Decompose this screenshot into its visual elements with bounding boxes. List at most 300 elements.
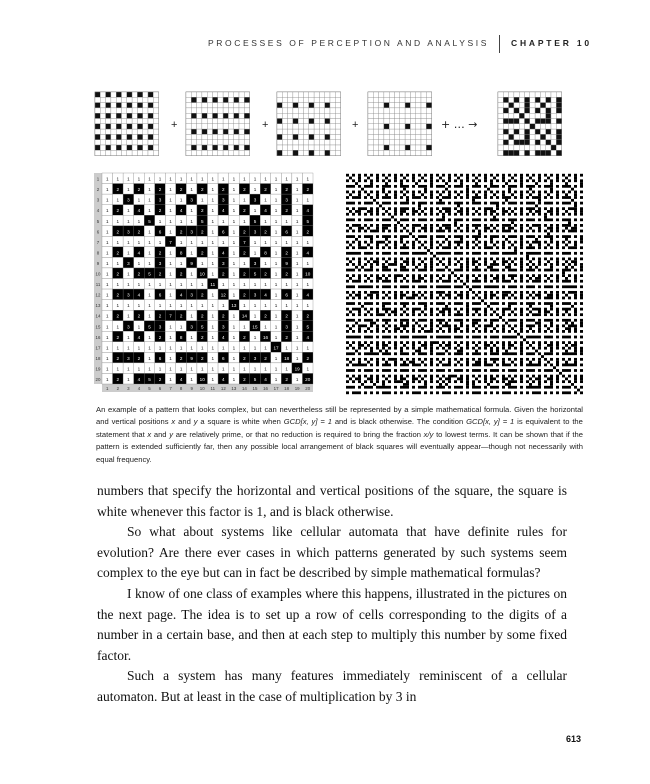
gcd-cell-value: 3 bbox=[158, 324, 162, 330]
gcd-cell-value: 4 bbox=[179, 208, 183, 214]
gcd-cell-value: 1 bbox=[243, 303, 246, 309]
gcd-cell-value: 4 bbox=[137, 250, 141, 256]
gcd-cell-value: 1 bbox=[190, 313, 193, 319]
gcd-cell-value: 4 bbox=[137, 377, 141, 383]
gcd-cell-value: 1 bbox=[158, 366, 162, 372]
gcd-cell-value: 1 bbox=[169, 292, 172, 298]
gcd-cell-value: 1 bbox=[232, 366, 236, 372]
gcd-cell-value: 4 bbox=[306, 250, 310, 256]
gcd-cell-value: 1 bbox=[243, 324, 246, 330]
gcd-cell-value: 1 bbox=[232, 229, 236, 235]
gcd-cell-value: 3 bbox=[158, 260, 162, 266]
gcd-cell-value: 1 bbox=[295, 187, 299, 193]
gcd-cell-value: 2 bbox=[158, 208, 162, 214]
gcd-cell-value: 1 bbox=[179, 282, 183, 288]
gcd-cell-value: 1 bbox=[127, 282, 130, 288]
gcd-cell-value: 1 bbox=[285, 345, 288, 351]
gcd-cell-value: 1 bbox=[274, 218, 278, 224]
gcd-cell-value: 4 bbox=[179, 292, 183, 298]
gcd-cell-value: 8 bbox=[179, 334, 183, 340]
gcd-cell-value: 4 bbox=[222, 250, 225, 256]
gcd-cell-value: 1 bbox=[274, 229, 278, 235]
gcd-cell-value: 1 bbox=[295, 271, 299, 277]
gcd-cell-value: 2 bbox=[243, 271, 246, 277]
gcd-cell-value: 1 bbox=[127, 176, 130, 182]
gcd-cell-value: 1 bbox=[232, 313, 236, 319]
gcd-cell-value: 1 bbox=[274, 239, 278, 245]
gcd-cell-value: 2 bbox=[264, 187, 267, 193]
figure-caption bbox=[96, 404, 583, 466]
gcd-cell-value: 1 bbox=[211, 260, 215, 266]
gcd-cell-value: 1 bbox=[127, 345, 130, 351]
gcd-cell-value: 3 bbox=[222, 260, 225, 266]
gcd-cell-value: 1 bbox=[127, 366, 130, 372]
gcd-cell-value: 1 bbox=[232, 187, 236, 193]
gcd-cell-value: 1 bbox=[211, 303, 215, 309]
gcd-cell-value: 3 bbox=[285, 197, 288, 203]
gcd-cell-value: 17 bbox=[273, 345, 279, 351]
gcd-cell-value: 1 bbox=[137, 324, 141, 330]
gcd-cell-value: 1 bbox=[222, 176, 225, 182]
gcd-cell-value: 1 bbox=[232, 218, 236, 224]
row-label: 1 bbox=[96, 176, 100, 182]
gcd-cell-value: 1 bbox=[264, 282, 267, 288]
gcd-cell-value: 1 bbox=[127, 187, 130, 193]
gcd-cell-value: 1 bbox=[295, 334, 299, 340]
caption-text: to lowest terms. It can be shown that if the pattern is extended sufficiently far, then any possible local arrangement of black squares will eventually appear—though not necessarily with equal frequency. bbox=[96, 429, 583, 464]
gcd-cell-value: 1 bbox=[211, 187, 215, 193]
gcd-cell-value: 1 bbox=[179, 366, 183, 372]
gcd-cell-value: 1 bbox=[105, 313, 109, 319]
gcd-cell-value: 2 bbox=[179, 313, 183, 319]
caption-var-x: x bbox=[171, 417, 176, 427]
gcd-cell-value: 2 bbox=[200, 229, 204, 235]
gcd-cell-value: 7 bbox=[169, 313, 172, 319]
row-label: 16 bbox=[95, 334, 101, 340]
gcd-cell-value: 1 bbox=[253, 345, 257, 351]
gcd-cell-value: 1 bbox=[190, 187, 193, 193]
gcd-cell-value: 1 bbox=[264, 324, 267, 330]
gcd-cell-value: 4 bbox=[222, 377, 225, 383]
body-text bbox=[97, 481, 567, 708]
gcd-cell-value: 1 bbox=[190, 250, 193, 256]
gcd-cell-value: 2 bbox=[264, 229, 267, 235]
gcd-cell-value: 1 bbox=[148, 366, 151, 372]
gcd-cell-value: 1 bbox=[211, 345, 215, 351]
gcd-cell-value: 2 bbox=[179, 271, 183, 277]
col-label: 16 bbox=[263, 386, 268, 391]
col-label: 5 bbox=[148, 386, 151, 391]
gcd-cell-value: 5 bbox=[253, 271, 257, 277]
gcd-cell-value: 2 bbox=[200, 250, 204, 256]
pattern-grid bbox=[186, 92, 250, 156]
gcd-cell-value: 2 bbox=[285, 313, 288, 319]
gcd-cell-value: 1 bbox=[169, 187, 172, 193]
gcd-cell-value: 1 bbox=[253, 282, 257, 288]
gcd-cell-value: 3 bbox=[190, 229, 193, 235]
gcd-cell-value: 3 bbox=[253, 229, 257, 235]
gcd-cell-value: 1 bbox=[158, 345, 162, 351]
caption-text: and bbox=[153, 429, 167, 439]
gcd-cell-value: 1 bbox=[190, 239, 193, 245]
col-label: 18 bbox=[284, 386, 290, 391]
gcd-cell-value: 1 bbox=[127, 239, 130, 245]
gcd-cell-value: 1 bbox=[190, 271, 193, 277]
gcd-cell-value: 4 bbox=[306, 334, 310, 340]
top-pattern-sequence bbox=[95, 92, 562, 156]
gcd-cell-value: 1 bbox=[127, 250, 130, 256]
gcd-cell-value: 1 bbox=[274, 197, 278, 203]
gcd-cell-value: 1 bbox=[211, 218, 215, 224]
gcd-cell-value: 1 bbox=[116, 324, 120, 330]
gcd-cell-value: 1 bbox=[137, 345, 141, 351]
gcd-cell-value: 1 bbox=[232, 260, 236, 266]
gcd-cell-value: 1 bbox=[158, 303, 162, 309]
gcd-cell-value: 2 bbox=[200, 355, 204, 361]
gcd-cell-value: 1 bbox=[137, 366, 141, 372]
row-label: 11 bbox=[95, 282, 101, 288]
plus-sign: + bbox=[352, 119, 359, 131]
gcd-cell-value: 2 bbox=[264, 355, 267, 361]
gcd-cell-value: 1 bbox=[105, 271, 109, 277]
gcd-cell-value: 1 bbox=[127, 377, 130, 383]
gcd-cell-value: 2 bbox=[285, 208, 288, 214]
gcd-cell-value: 1 bbox=[127, 271, 130, 277]
gcd-cell-value: 1 bbox=[105, 208, 109, 214]
gcd-cell-value: 1 bbox=[148, 282, 151, 288]
gcd-cell-value: 1 bbox=[158, 239, 162, 245]
gcd-cell-value: 1 bbox=[264, 303, 267, 309]
gcd-cell-value: 1 bbox=[243, 345, 246, 351]
col-label: 12 bbox=[220, 386, 226, 391]
gcd-cell-value: 1 bbox=[116, 366, 120, 372]
gcd-cell-value: 1 bbox=[295, 324, 299, 330]
gcd-cell-value: 1 bbox=[274, 250, 278, 256]
gcd-cell-value: 5 bbox=[148, 377, 151, 383]
gcd-cell-value: 2 bbox=[222, 187, 225, 193]
gcd-cell-value: 1 bbox=[127, 303, 130, 309]
gcd-cell-value: 1 bbox=[211, 250, 215, 256]
gcd-cell-value: 1 bbox=[232, 208, 236, 214]
gcd-cell-value: 1 bbox=[264, 176, 267, 182]
gcd-cell-value: 1 bbox=[148, 303, 151, 309]
gcd-cell-value: 1 bbox=[148, 208, 151, 214]
pattern-grid bbox=[95, 92, 159, 156]
gcd-cell-value: 2 bbox=[158, 313, 162, 319]
gcd-cell-value: 2 bbox=[116, 187, 120, 193]
gcd-cell-value: 1 bbox=[190, 377, 193, 383]
gcd-cell-value: 2 bbox=[306, 229, 310, 235]
paragraph: I know of one class of examples where this happens, illustrated in the pictures on the next page. The idea is to set up a row of cells corresponding to the digits of a number in a certain base, and then at each step to multiply this number by some fixed factor. bbox=[97, 585, 567, 663]
row-label: 2 bbox=[96, 187, 100, 193]
gcd-cell-value: 1 bbox=[148, 345, 151, 351]
gcd-cell-value: 2 bbox=[137, 271, 141, 277]
gcd-cell-value: 1 bbox=[200, 197, 204, 203]
gcd-cell-value: 1 bbox=[306, 176, 310, 182]
gcd-cell-value: 1 bbox=[105, 355, 109, 361]
gcd-cell-value: 1 bbox=[253, 187, 257, 193]
gcd-cell-value: 1 bbox=[127, 218, 130, 224]
gcd-cell-value: 1 bbox=[232, 271, 236, 277]
gcd-cell-value: 3 bbox=[253, 260, 257, 266]
col-label: 11 bbox=[210, 386, 216, 391]
gcd-cell-value: 2 bbox=[306, 313, 310, 319]
gcd-cell-value: 1 bbox=[274, 334, 278, 340]
gcd-cell-value: 5 bbox=[148, 324, 151, 330]
gcd-cell-value: 1 bbox=[200, 239, 204, 245]
gcd-cell-value: 3 bbox=[127, 324, 130, 330]
gcd-cell-value: 1 bbox=[253, 239, 257, 245]
gcd-cell-value: 1 bbox=[169, 355, 172, 361]
gcd-cell-value: 1 bbox=[232, 355, 236, 361]
gcd-cell-value: 1 bbox=[285, 303, 288, 309]
gcd-cell-value: 3 bbox=[127, 355, 130, 361]
gcd-cell-value: 2 bbox=[116, 355, 120, 361]
gcd-cell-value: 1 bbox=[232, 345, 236, 351]
gcd-cell-value: 2 bbox=[222, 271, 225, 277]
gcd-cell-value: 1 bbox=[306, 260, 310, 266]
gcd-cell-value: 2 bbox=[200, 313, 204, 319]
gcd-cell-value: 1 bbox=[105, 176, 109, 182]
gcd-cell-value: 1 bbox=[295, 345, 299, 351]
col-label: 19 bbox=[294, 386, 300, 391]
gcd-cell-value: 1 bbox=[169, 334, 172, 340]
pattern-grid bbox=[498, 92, 562, 156]
col-label: 3 bbox=[127, 386, 130, 391]
gcd-cell-value: 1 bbox=[285, 176, 288, 182]
row-label: 3 bbox=[96, 197, 100, 203]
gcd-cell-value: 1 bbox=[158, 176, 162, 182]
plus-sign: + bbox=[171, 119, 178, 131]
gcd-cell-value: 2 bbox=[243, 292, 246, 298]
gcd-cell-value: 1 bbox=[169, 176, 172, 182]
gcd-cell-value: 1 bbox=[137, 282, 141, 288]
caption-fraction: x/y bbox=[423, 429, 434, 439]
gcd-cell-value: 2 bbox=[306, 355, 310, 361]
gcd-cell-value: 1 bbox=[222, 239, 225, 245]
gcd-cell-value: 7 bbox=[169, 239, 172, 245]
gcd-cell-value: 15 bbox=[252, 324, 258, 330]
caption-text: An example of a pattern that looks complex, but can nevertheless still be represented by a simple mathematical formula. Given the horizontal and vertical positions bbox=[96, 405, 583, 427]
gcd-cell-value: 12 bbox=[220, 292, 226, 298]
gcd-cell-value: 1 bbox=[222, 303, 225, 309]
row-label: 9 bbox=[96, 260, 100, 266]
row-label: 15 bbox=[95, 324, 101, 330]
gcd-cell-value: 1 bbox=[105, 282, 109, 288]
gcd-cell-value: 3 bbox=[285, 324, 288, 330]
col-label: 8 bbox=[179, 386, 183, 391]
gcd-cell-value: 1 bbox=[179, 176, 183, 182]
gcd-cell-value: 1 bbox=[243, 282, 246, 288]
gcd-cell-value: 2 bbox=[243, 187, 246, 193]
gcd-cell-value: 1 bbox=[211, 334, 215, 340]
gcd-cell-value: 13 bbox=[231, 303, 237, 309]
gcd-cell-value: 1 bbox=[295, 377, 299, 383]
gcd-cell-value: 1 bbox=[105, 260, 109, 266]
gcd-cell-value: 1 bbox=[232, 197, 236, 203]
col-label: 15 bbox=[252, 386, 258, 391]
col-label: 17 bbox=[273, 386, 279, 391]
gcd-cell-value: 1 bbox=[169, 197, 172, 203]
gcd-cell-value: 5 bbox=[200, 218, 204, 224]
gcd-cell-value: 2 bbox=[116, 377, 120, 383]
gcd-cell-value: 1 bbox=[211, 197, 215, 203]
gcd-cell-value: 1 bbox=[148, 187, 151, 193]
gcd-cell-value: 1 bbox=[274, 282, 278, 288]
gcd-cell-value: 2 bbox=[200, 292, 204, 298]
running-title: PROCESSES OF PERCEPTION AND ANALYSIS bbox=[208, 38, 489, 48]
gcd-cell-value: 1 bbox=[243, 197, 246, 203]
gcd-cell-value: 2 bbox=[222, 313, 225, 319]
gcd-cell-value: 1 bbox=[295, 218, 299, 224]
gcd-cell-value: 1 bbox=[211, 239, 215, 245]
paragraph: So what about systems like cellular automata that have definite rules for evolution? Are there ever cases in which patterns generated by such systems seem complex to the eye but can in fact be described by simple mathematical formulas? bbox=[97, 524, 567, 581]
caption-var-y: y bbox=[193, 417, 198, 427]
gcd-cell-value: 6 bbox=[285, 229, 288, 235]
gcd-cell-value: 2 bbox=[158, 334, 162, 340]
col-label: 13 bbox=[231, 386, 237, 391]
gcd-cell-value: 1 bbox=[211, 366, 215, 372]
gcd-cell-value: 1 bbox=[243, 176, 246, 182]
gcd-cell-value: 1 bbox=[190, 334, 193, 340]
gcd-cell-value: 1 bbox=[253, 313, 257, 319]
gcd-cell-value: 1 bbox=[169, 303, 172, 309]
gcd-cell-value: 1 bbox=[105, 303, 109, 309]
gcd-cell-value: 4 bbox=[264, 292, 267, 298]
gcd-cell-value: 1 bbox=[148, 313, 151, 319]
gcd-cell-value: 1 bbox=[285, 218, 288, 224]
gcd-cell-value: 1 bbox=[243, 260, 246, 266]
gcd-cell-value: 8 bbox=[264, 250, 267, 256]
col-label: 4 bbox=[137, 386, 141, 391]
row-label: 10 bbox=[95, 271, 101, 277]
gcd-cell-value: 1 bbox=[179, 218, 183, 224]
gcd-cell-value: 1 bbox=[253, 208, 257, 214]
gcd-cell-value: 1 bbox=[179, 260, 183, 266]
gcd-cell-value: 1 bbox=[179, 197, 183, 203]
gcd-cell-value: 1 bbox=[274, 292, 278, 298]
gcd-cell-value: 9 bbox=[285, 260, 288, 266]
row-label: 19 bbox=[95, 366, 101, 372]
gcd-cell-value: 2 bbox=[116, 292, 120, 298]
row-label: 20 bbox=[95, 377, 101, 383]
gcd-cell-value: 3 bbox=[190, 197, 193, 203]
gcd-cell-value: 3 bbox=[127, 292, 130, 298]
gcd-cell-value: 1 bbox=[179, 239, 183, 245]
gcd-cell-value: 1 bbox=[200, 282, 204, 288]
gcd-cell-value: 1 bbox=[169, 271, 172, 277]
gcd-cell-value: 1 bbox=[295, 176, 299, 182]
col-label: 2 bbox=[116, 386, 120, 391]
gcd-cell-value: 18 bbox=[284, 355, 290, 361]
gcd-cell-value: 1 bbox=[105, 239, 109, 245]
gcd-cell-value: 1 bbox=[253, 303, 257, 309]
page-number: 613 bbox=[566, 734, 582, 744]
gcd-cell-value: 1 bbox=[200, 303, 204, 309]
gcd-cell-value: 3 bbox=[222, 324, 225, 330]
gcd-cell-value: 1 bbox=[179, 345, 183, 351]
gcd-cell-value: 2 bbox=[285, 334, 288, 340]
gcd-cell-value: 1 bbox=[105, 197, 109, 203]
gcd-cell-value: 1 bbox=[148, 334, 151, 340]
col-label: 10 bbox=[199, 386, 205, 391]
gcd-cell-value: 2 bbox=[116, 229, 120, 235]
gcd-cell-value: 10 bbox=[305, 271, 311, 277]
gcd-cell-value: 1 bbox=[169, 366, 172, 372]
gcd-cell-value: 1 bbox=[116, 239, 120, 245]
gcd-cell-value: 1 bbox=[274, 366, 278, 372]
gcd-cell-value: 1 bbox=[264, 366, 267, 372]
gcd-cell-value: 1 bbox=[306, 282, 310, 288]
row-label: 13 bbox=[95, 303, 101, 309]
gcd-cell-value: 10 bbox=[199, 271, 205, 277]
gcd-cell-value: 1 bbox=[211, 229, 215, 235]
gcd-cell-value: 9 bbox=[190, 355, 193, 361]
gcd-cell-value: 1 bbox=[295, 292, 299, 298]
gcd-cell-value: 1 bbox=[232, 250, 236, 256]
gcd-cell-value: 5 bbox=[200, 324, 204, 330]
gcd-cell-value: 2 bbox=[179, 187, 183, 193]
gcd-cell-value: 1 bbox=[127, 208, 130, 214]
gcd-cell-value: 1 bbox=[190, 176, 193, 182]
gcd-cell-value: 1 bbox=[148, 176, 151, 182]
gcd-cell-value: 4 bbox=[137, 292, 141, 298]
gcd-cell-value: 3 bbox=[253, 197, 257, 203]
gcd-cell-value: 1 bbox=[211, 208, 215, 214]
gcd-cell-value: 1 bbox=[190, 345, 193, 351]
gcd-cell-value: 1 bbox=[190, 303, 193, 309]
gcd-cell-value: 2 bbox=[243, 208, 246, 214]
gcd-cell-value: 1 bbox=[253, 250, 257, 256]
gcd-cell-value: 1 bbox=[158, 218, 162, 224]
gcd-cell-value: 1 bbox=[169, 208, 172, 214]
gcd-cell-value: 4 bbox=[306, 292, 310, 298]
gcd-cell-value: 1 bbox=[232, 377, 236, 383]
gcd-cell-value: 1 bbox=[211, 271, 215, 277]
gcd-cell-value: 1 bbox=[137, 303, 141, 309]
gcd-cell-value: 4 bbox=[179, 377, 183, 383]
gcd-cell-value: 1 bbox=[232, 292, 236, 298]
gcd-cell-value: 4 bbox=[222, 208, 225, 214]
row-label: 8 bbox=[96, 250, 100, 256]
gcd-cell-value: 1 bbox=[274, 271, 278, 277]
gcd-cell-value: 1 bbox=[190, 282, 193, 288]
gcd-cell-value: 2 bbox=[200, 187, 204, 193]
gcd-cell-value: 1 bbox=[253, 366, 257, 372]
gcd-cell-value: 1 bbox=[295, 208, 299, 214]
gcd-cell-value: 1 bbox=[232, 334, 236, 340]
gcd-cell-value: 1 bbox=[179, 303, 183, 309]
gcd-cell-value: 1 bbox=[105, 345, 109, 351]
gcd-cell-value: 2 bbox=[285, 271, 288, 277]
gcd-cell-value: 1 bbox=[169, 229, 172, 235]
gcd-cell-value: 2 bbox=[264, 271, 267, 277]
gcd-cell-value: 2 bbox=[264, 313, 267, 319]
gcd-cell-value: 1 bbox=[232, 282, 236, 288]
gcd-cell-value: 1 bbox=[200, 345, 204, 351]
gcd-cell-value: 2 bbox=[137, 313, 141, 319]
caption-text: and is black otherwise. The condition bbox=[334, 417, 464, 427]
gcd-cell-value: 5 bbox=[253, 218, 257, 224]
gcd-cell-value: 4 bbox=[306, 208, 310, 214]
gcd-cell-value: 1 bbox=[295, 239, 299, 245]
gcd-cell-value: 1 bbox=[148, 229, 151, 235]
gcd-cell-value: 1 bbox=[200, 176, 204, 182]
gcd-cell-value: 1 bbox=[148, 197, 151, 203]
gcd-cell-value: 3 bbox=[127, 260, 130, 266]
gcd-cell-value: 1 bbox=[105, 229, 109, 235]
gcd-cell-value: 1 bbox=[105, 324, 109, 330]
